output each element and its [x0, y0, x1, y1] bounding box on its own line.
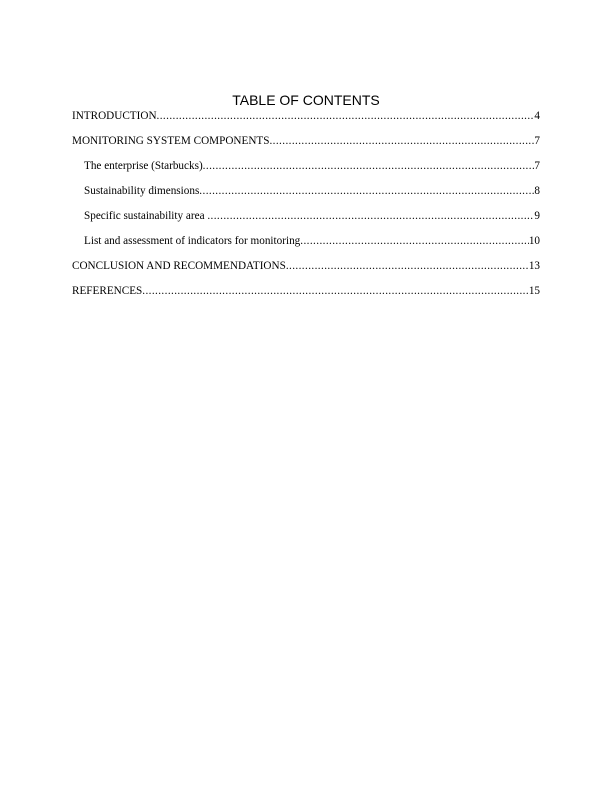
- toc-entry-label: Sustainability dimensions: [84, 185, 200, 197]
- toc-entry-sustainability-dimensions[interactable]: [72, 183, 540, 200]
- toc-page-number: 9: [534, 210, 540, 222]
- toc-dot-leader: [203, 158, 535, 175]
- toc-dot-leader: [207, 208, 534, 225]
- toc-entry-monitoring-system-components[interactable]: [72, 133, 540, 150]
- toc-entry-list-and-assessment-of-indicators[interactable]: [72, 233, 540, 250]
- toc-entry-label: The enterprise (Starbucks): [84, 160, 203, 172]
- toc-entry-label: MONITORING SYSTEM COMPONENTS: [72, 135, 270, 147]
- toc-page-number: 4: [534, 110, 540, 122]
- table-of-contents: [72, 108, 540, 308]
- toc-entry-label: Specific sustainability area: [84, 210, 208, 222]
- toc-entry-label: CONCLUSION AND RECOMMENDATIONS: [72, 260, 286, 272]
- toc-page-number: 8: [534, 185, 540, 197]
- toc-dot-leader: [142, 283, 529, 300]
- toc-title: TABLE OF CONTENTS: [232, 92, 380, 108]
- toc-entry-label: List and assessment of indicators for monitoring: [84, 235, 301, 247]
- toc-page-number: 13: [528, 260, 540, 272]
- toc-dot-leader: [157, 108, 535, 125]
- toc-page-number: 15: [528, 285, 540, 297]
- toc-dot-leader: [269, 133, 534, 150]
- toc-entry-the-enterprise[interactable]: [72, 158, 540, 175]
- toc-entry-specific-sustainability-area[interactable]: [72, 208, 540, 225]
- toc-entry-label: INTRODUCTION: [72, 110, 157, 122]
- toc-page-number: 7: [534, 135, 540, 147]
- toc-dot-leader: [199, 183, 534, 200]
- toc-page-number: 10: [528, 235, 540, 247]
- toc-dot-leader: [300, 233, 529, 250]
- toc-entry-label: REFERENCES: [72, 285, 143, 297]
- toc-entry-conclusion-and-recommendations[interactable]: [72, 258, 540, 275]
- toc-entry-introduction[interactable]: [72, 108, 540, 125]
- toc-page-number: 7: [534, 160, 540, 172]
- toc-dot-leader: [286, 258, 529, 275]
- toc-entry-references[interactable]: [72, 283, 540, 300]
